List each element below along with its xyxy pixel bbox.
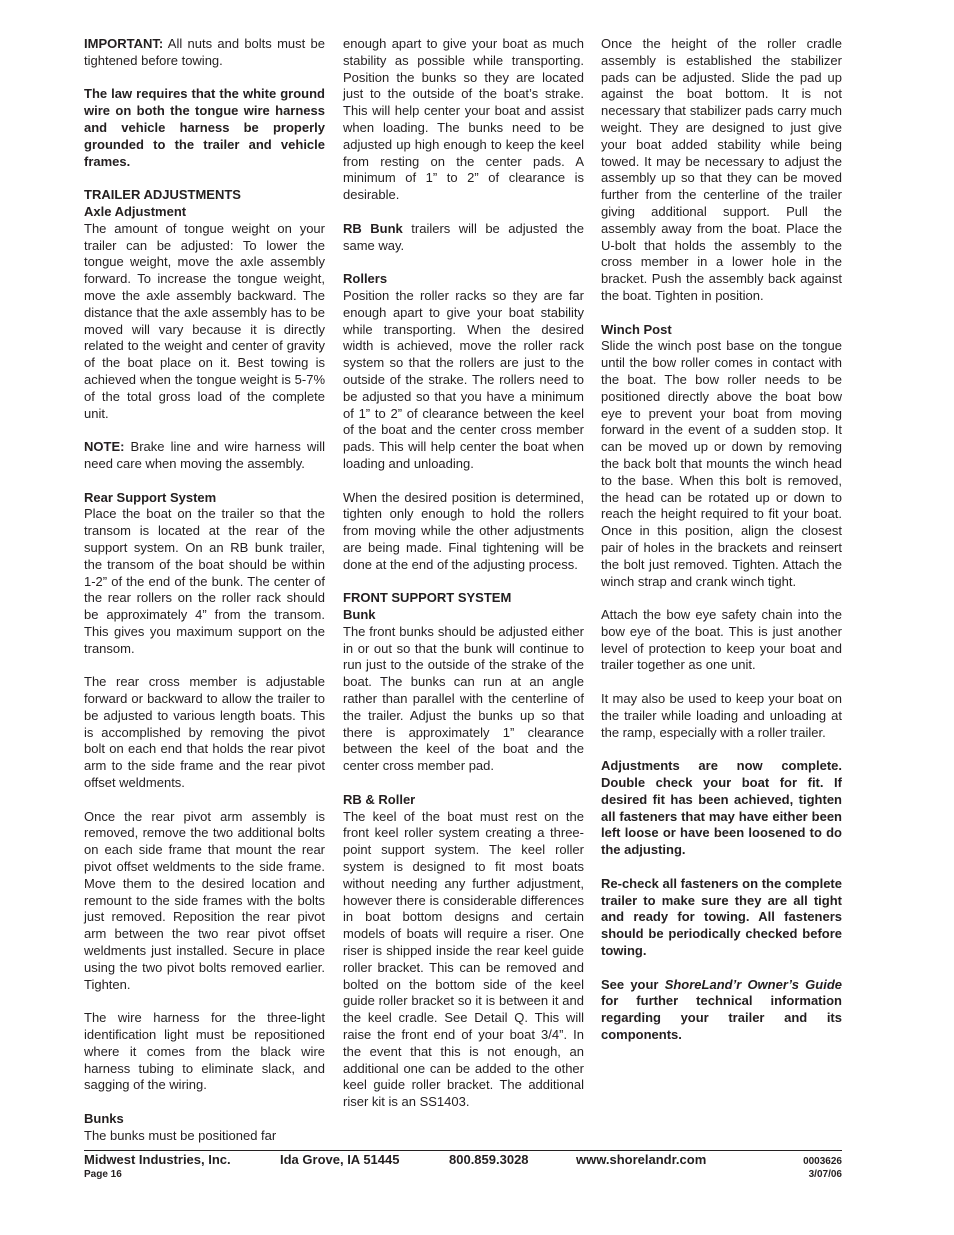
bunk-heading: Bunk	[343, 607, 376, 623]
important-text: All nuts and bolts must be tightened before towing.	[84, 36, 325, 68]
adjustments-complete-paragraph	[601, 758, 842, 859]
winch-post-text: Slide the winch post base on the tongue until the bow roller comes in contact with the boat. The bow roller needs to be positioned directly above the boat bow eye to prevent your boat from moving forward in the event of a sudden stop. It can be moved up or down by removing the back bolt that mounts the winch head to the base. When this bolt is removed, the head can be rotated up or down to reach the height required to fit your boat. Once in this position, align the closest pair of holes in the brackets and reinsert the bolt just removed. Tighten. Attach the winch strap and crank winch tight.	[601, 338, 842, 589]
column-1	[84, 36, 325, 1145]
rb-bunk-text: trailers will be adjusted the same way.	[343, 220, 584, 253]
bunks-text-continued: enough apart to give your boat as much stability as possible while transporting. Position the bunks so they are located just to the outside of the boat’s strake. This will help center your boat and assist when loading. The bunks need to be adjusted up high enough to keep the keel from resting on the center pads. A minimum of 1” to 2” of clearance is desirable.	[343, 36, 584, 203]
footer-doc-number: 0003626	[803, 1156, 842, 1167]
footer-company: Midwest Industries, Inc.	[84, 1152, 231, 1167]
stabilizer-text: Once the height of the roller cradle assembly is established the stabilizer pads can be adjusted. Slide the pad up against the boat bottom. It is not necessary that stabilizer pads carry much weight. They are designed to just give your boat added stability while being towed. It may be necessary to adjust the assembly up so that they can be moved further from the centerline of the trailer giving additional support. Pull the assembly away from the boat. Place the U-bolt that holds the assembly to the cross member in a lower hole in the bracket. Push the assembly back against the boat. Tighten in position.	[601, 36, 842, 303]
important-label: IMPORTANT:	[84, 36, 164, 51]
pivot-arm-text: Once the rear pivot arm assembly is removed, remove the two additional bolts on each side frame that mount the rear pivot offset weldments to the side frame. Move them to the desired location and remount to the side frames with the bolts just removed. Reposition the rear pivot arm between the two rear pivot offset weldments just installed. Secure in place using the two pivot bolts removed earlier. Tighten.	[84, 808, 325, 992]
bunk-text: The front bunks should be adjusted either in or out so that the bunk will continue to run just to the outside of the strake of the boat. The bunks can run at an angle rather than parallel with the centerline of the trailer. Adjust the bunks up so that there is approximately 1” clearance between the keel of the boat and the center cross member pad.	[343, 623, 584, 774]
axle-adjustment-text: The amount of tongue weight on your trailer can be adjusted: To lower the tongue weight, move the axle assembly forward. To increase the tongue weight, move the axle assembly backward. The distance that the axle assembly has to be moved will vary because it is directly related to the weight and center of gravity of the boat place on it. Best towing is achieved when the tongue weight is 5-7% of the total gross load of the complete unit.	[84, 220, 325, 421]
rollers-heading: Rollers	[343, 271, 388, 287]
footer-date: 3/07/06	[808, 1169, 842, 1180]
desired-position-text: When the desired position is determined, tighten only enough to hold the rollers from moving while the other adjustments are being made. Final tightening will be done at the end of the adjusting process.	[343, 489, 584, 572]
footer-city: Ida Grove, IA 51445	[280, 1152, 400, 1167]
recheck-paragraph	[601, 876, 842, 960]
note-label: NOTE:	[84, 439, 125, 455]
trailer-adjustments-heading: TRAILER ADJUSTMENTS	[84, 187, 241, 203]
rb-roller-text: The keel of the boat must rest on the front keel roller system creating a three-point support system. The keel roller system is designed to fit most boats without needing any further adjustment, however there is considerable differences in boat bottom designs and certain models of boats will require a riser. One riser is shipped inside the rear keel guide roller bracket. This can be removed and bolted on the bottom side of the keel guide roller bracket so it is between it and the keel cradle. See Detail Q. This will raise the front end of your boat 3/4”. In the event that this is not enough, an additional one can be added to the other keel guide roller bracket. The additional riser kit is an SS1403.	[343, 808, 584, 1110]
rb-roller-heading: RB & Roller	[343, 791, 416, 807]
footer-page-number: Page 16	[84, 1169, 122, 1180]
keep-boat-text: It may also be used to keep your boat on the trailer while loading and unloading at the ramp, especially with a roller trailer.	[601, 691, 842, 740]
note-text: Brake line and wire harness will need care when moving the assembly.	[84, 439, 325, 471]
bow-eye-text: Attach the bow eye safety chain into the bow eye of the boat. This is just another level of protection to keep your boat and trailer together as one unit.	[601, 607, 842, 673]
owners-guide-title: ShoreLand’r Owner’s Guide	[664, 976, 843, 992]
law-text: The law requires that the white ground wire on both the tongue wire harness and vehicle harness be properly grounded to the trailer and vehicle frames.	[84, 86, 325, 169]
adjustments-complete-text: Adjustments are now complete. Double check your boat for fit. If desired fit has been achieved, tighten all fasteners that may have either been left loose or have been loosened to do the adjusting.	[601, 758, 842, 858]
rear-support-heading: Rear Support System	[84, 489, 217, 505]
footer-divider	[84, 1150, 842, 1151]
column-3	[601, 36, 842, 1044]
axle-adjustment-heading: Axle Adjustment	[84, 203, 187, 219]
rb-bunk-label: RB Bunk	[343, 220, 403, 236]
note-paragraph	[84, 439, 325, 473]
recheck-text: Re-check all fasteners on the complete trailer to make sure they are all tight and ready for towing. All fasteners should be periodically checked before towing.	[601, 875, 842, 959]
owners-guide-paragraph	[601, 977, 842, 1044]
rb-bunk-paragraph	[343, 221, 584, 255]
wire-harness-text: The wire harness for the three-light identification light must be repositioned where it comes from the black wire harness tubing to eliminate slack, and sagging of the wiring.	[84, 1010, 325, 1093]
rear-cross-member-text: The rear cross member is adjustable forward or backward to allow the trailer to be adjusted to various length boats. This is accomplished by removing the pivot bolt on each end that holds the rear pivot arm to the side frame and the rear pivot offset weldments.	[84, 674, 325, 791]
owners-guide-rest: for further technical information regarding your trailer and its components.	[601, 993, 842, 1043]
rear-support-text: Place the boat on the trailer so that the transom is located at the rear of the support system. On an RB bunk trailer, the transom of the boat should be within 1-2” of the end of the bunk. The center of the rear rollers on the roller rack should be approximately 4” from the transom. This gives you maximum support on the transom.	[84, 506, 325, 656]
winch-post-heading: Winch Post	[601, 321, 672, 337]
rollers-text: Position the roller racks so they are far enough apart to give your boat stability while transporting. When the desired width is achieved, move the roller rack system so that the rollers are just to the outside of the strake. The rollers need to be adjusted so that you have a minimum of 1” to 2” of clearance between the keel of the boat and the center cross member pads. This will help center the boat when loading and unloading.	[343, 287, 584, 471]
column-2	[343, 36, 584, 1111]
important-paragraph	[84, 36, 325, 70]
footer-phone: 800.859.3028	[449, 1152, 529, 1167]
law-paragraph	[84, 86, 325, 170]
front-support-heading: FRONT SUPPORT SYSTEM	[343, 590, 512, 606]
see-your-text: See your	[601, 976, 665, 992]
footer-website: www.shorelandr.com	[576, 1152, 707, 1167]
bunks-text-start: The bunks must be positioned far	[84, 1127, 277, 1143]
bunks-heading: Bunks	[84, 1111, 124, 1126]
